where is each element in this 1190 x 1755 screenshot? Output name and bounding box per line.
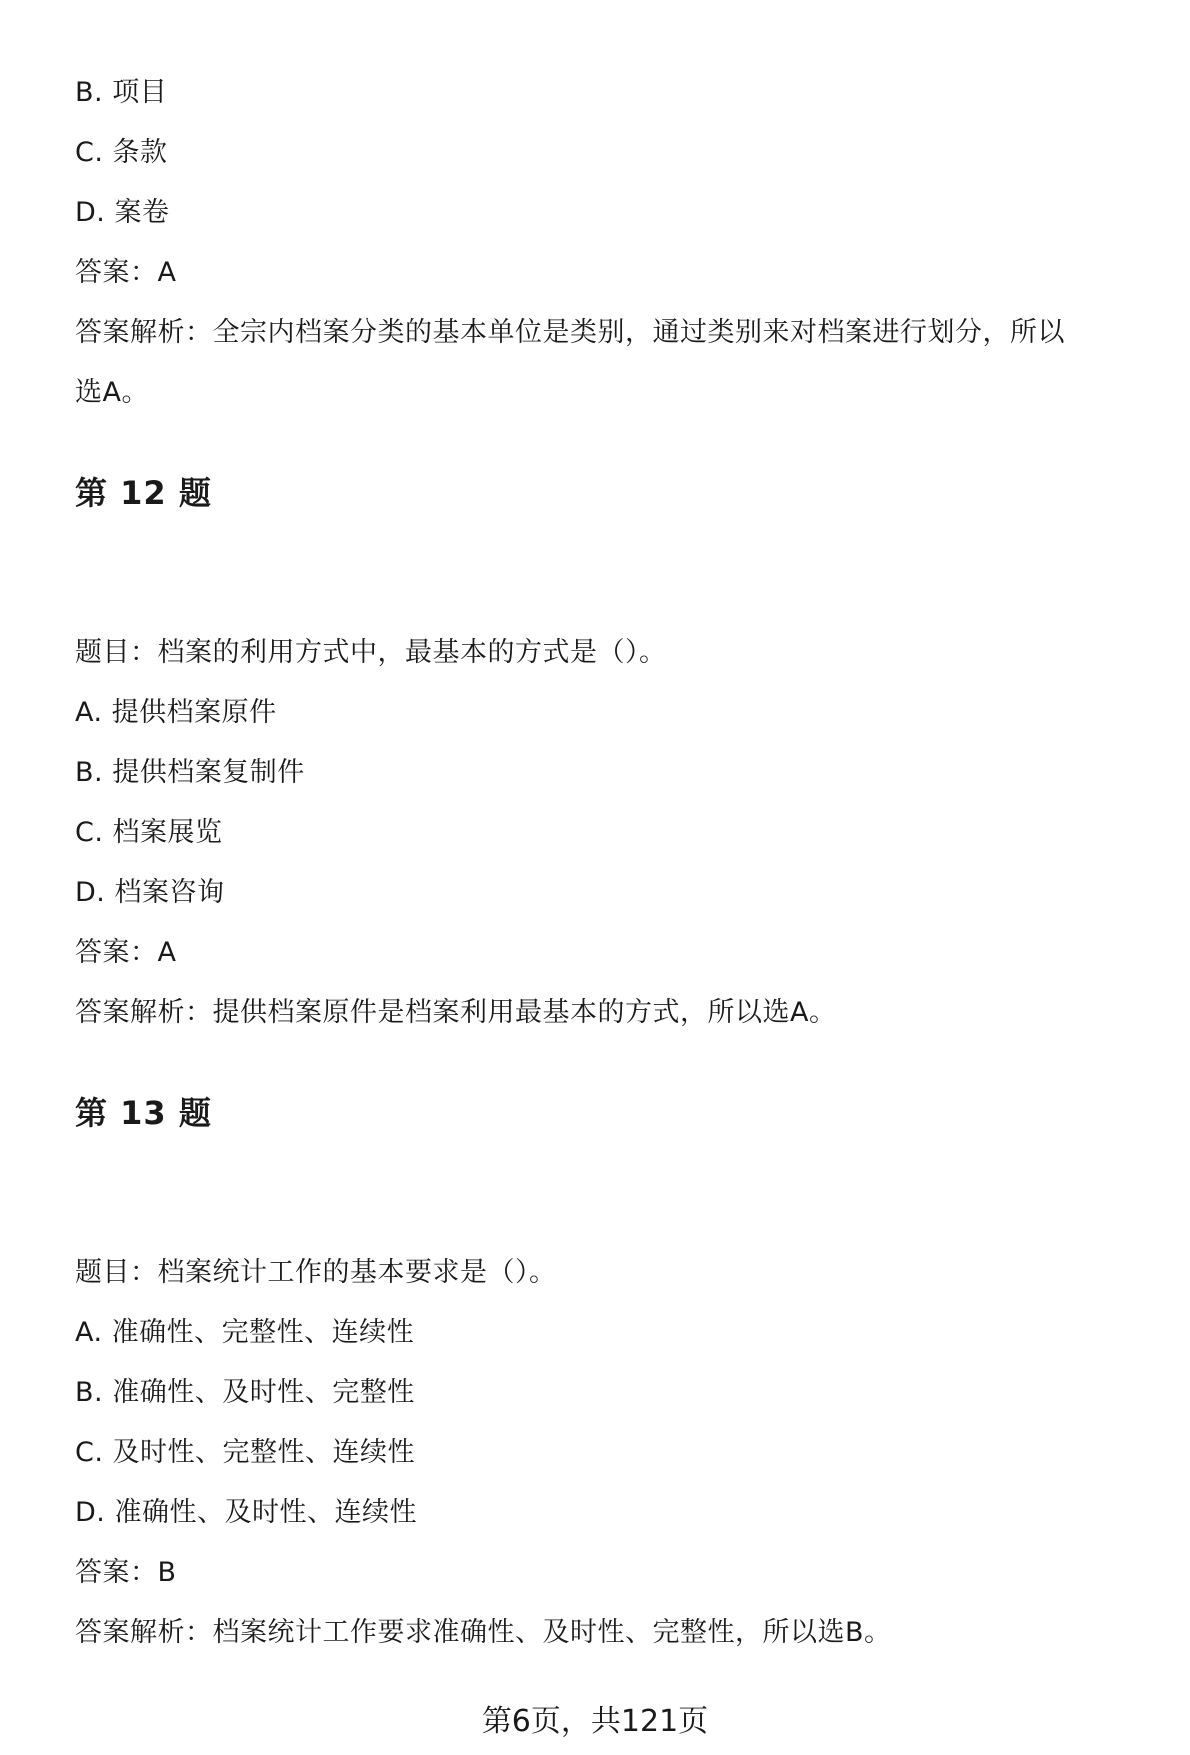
q12-option-a: A. 提供档案原件 bbox=[75, 697, 277, 728]
q13-explanation: 答案解析：档案统计工作要求准确性、及时性、完整性，所以选B。 bbox=[75, 1617, 892, 1648]
prev-option-b: B. 项目 bbox=[75, 77, 168, 108]
q12-option-c: C. 档案展览 bbox=[75, 817, 223, 848]
q13-option-d: D. 准确性、及时性、连续性 bbox=[75, 1497, 417, 1528]
q12-option-d: D. 档案咨询 bbox=[75, 877, 225, 908]
q12-answer: 答案：A bbox=[75, 937, 177, 968]
prev-explanation-line1: 答案解析：全宗内档案分类的基本单位是类别，通过类别来对档案进行划分，所以 bbox=[75, 317, 1065, 348]
prev-option-d: D. 案卷 bbox=[75, 197, 170, 228]
q13-heading: 第 13 题 bbox=[75, 1094, 212, 1132]
prev-answer: 答案：A bbox=[75, 257, 177, 288]
q13-answer: 答案：B bbox=[75, 1557, 177, 1588]
q13-option-c: C. 及时性、完整性、连续性 bbox=[75, 1437, 416, 1468]
prev-option-c: C. 条款 bbox=[75, 137, 168, 168]
prev-explanation-line2: 选A。 bbox=[75, 377, 149, 408]
q13-option-a: A. 准确性、完整性、连续性 bbox=[75, 1317, 415, 1348]
q13-question: 题目：档案统计工作的基本要求是（）。 bbox=[75, 1257, 557, 1288]
q12-question: 题目：档案的利用方式中，最基本的方式是（）。 bbox=[75, 637, 667, 668]
q12-explanation: 答案解析：提供档案原件是档案利用最基本的方式，所以选A。 bbox=[75, 997, 837, 1028]
page-number-footer: 第6页，共121页 bbox=[481, 1704, 709, 1739]
q13-option-b: B. 准确性、及时性、完整性 bbox=[75, 1377, 415, 1408]
q12-heading: 第 12 题 bbox=[75, 474, 212, 512]
q12-option-b: B. 提供档案复制件 bbox=[75, 757, 305, 788]
